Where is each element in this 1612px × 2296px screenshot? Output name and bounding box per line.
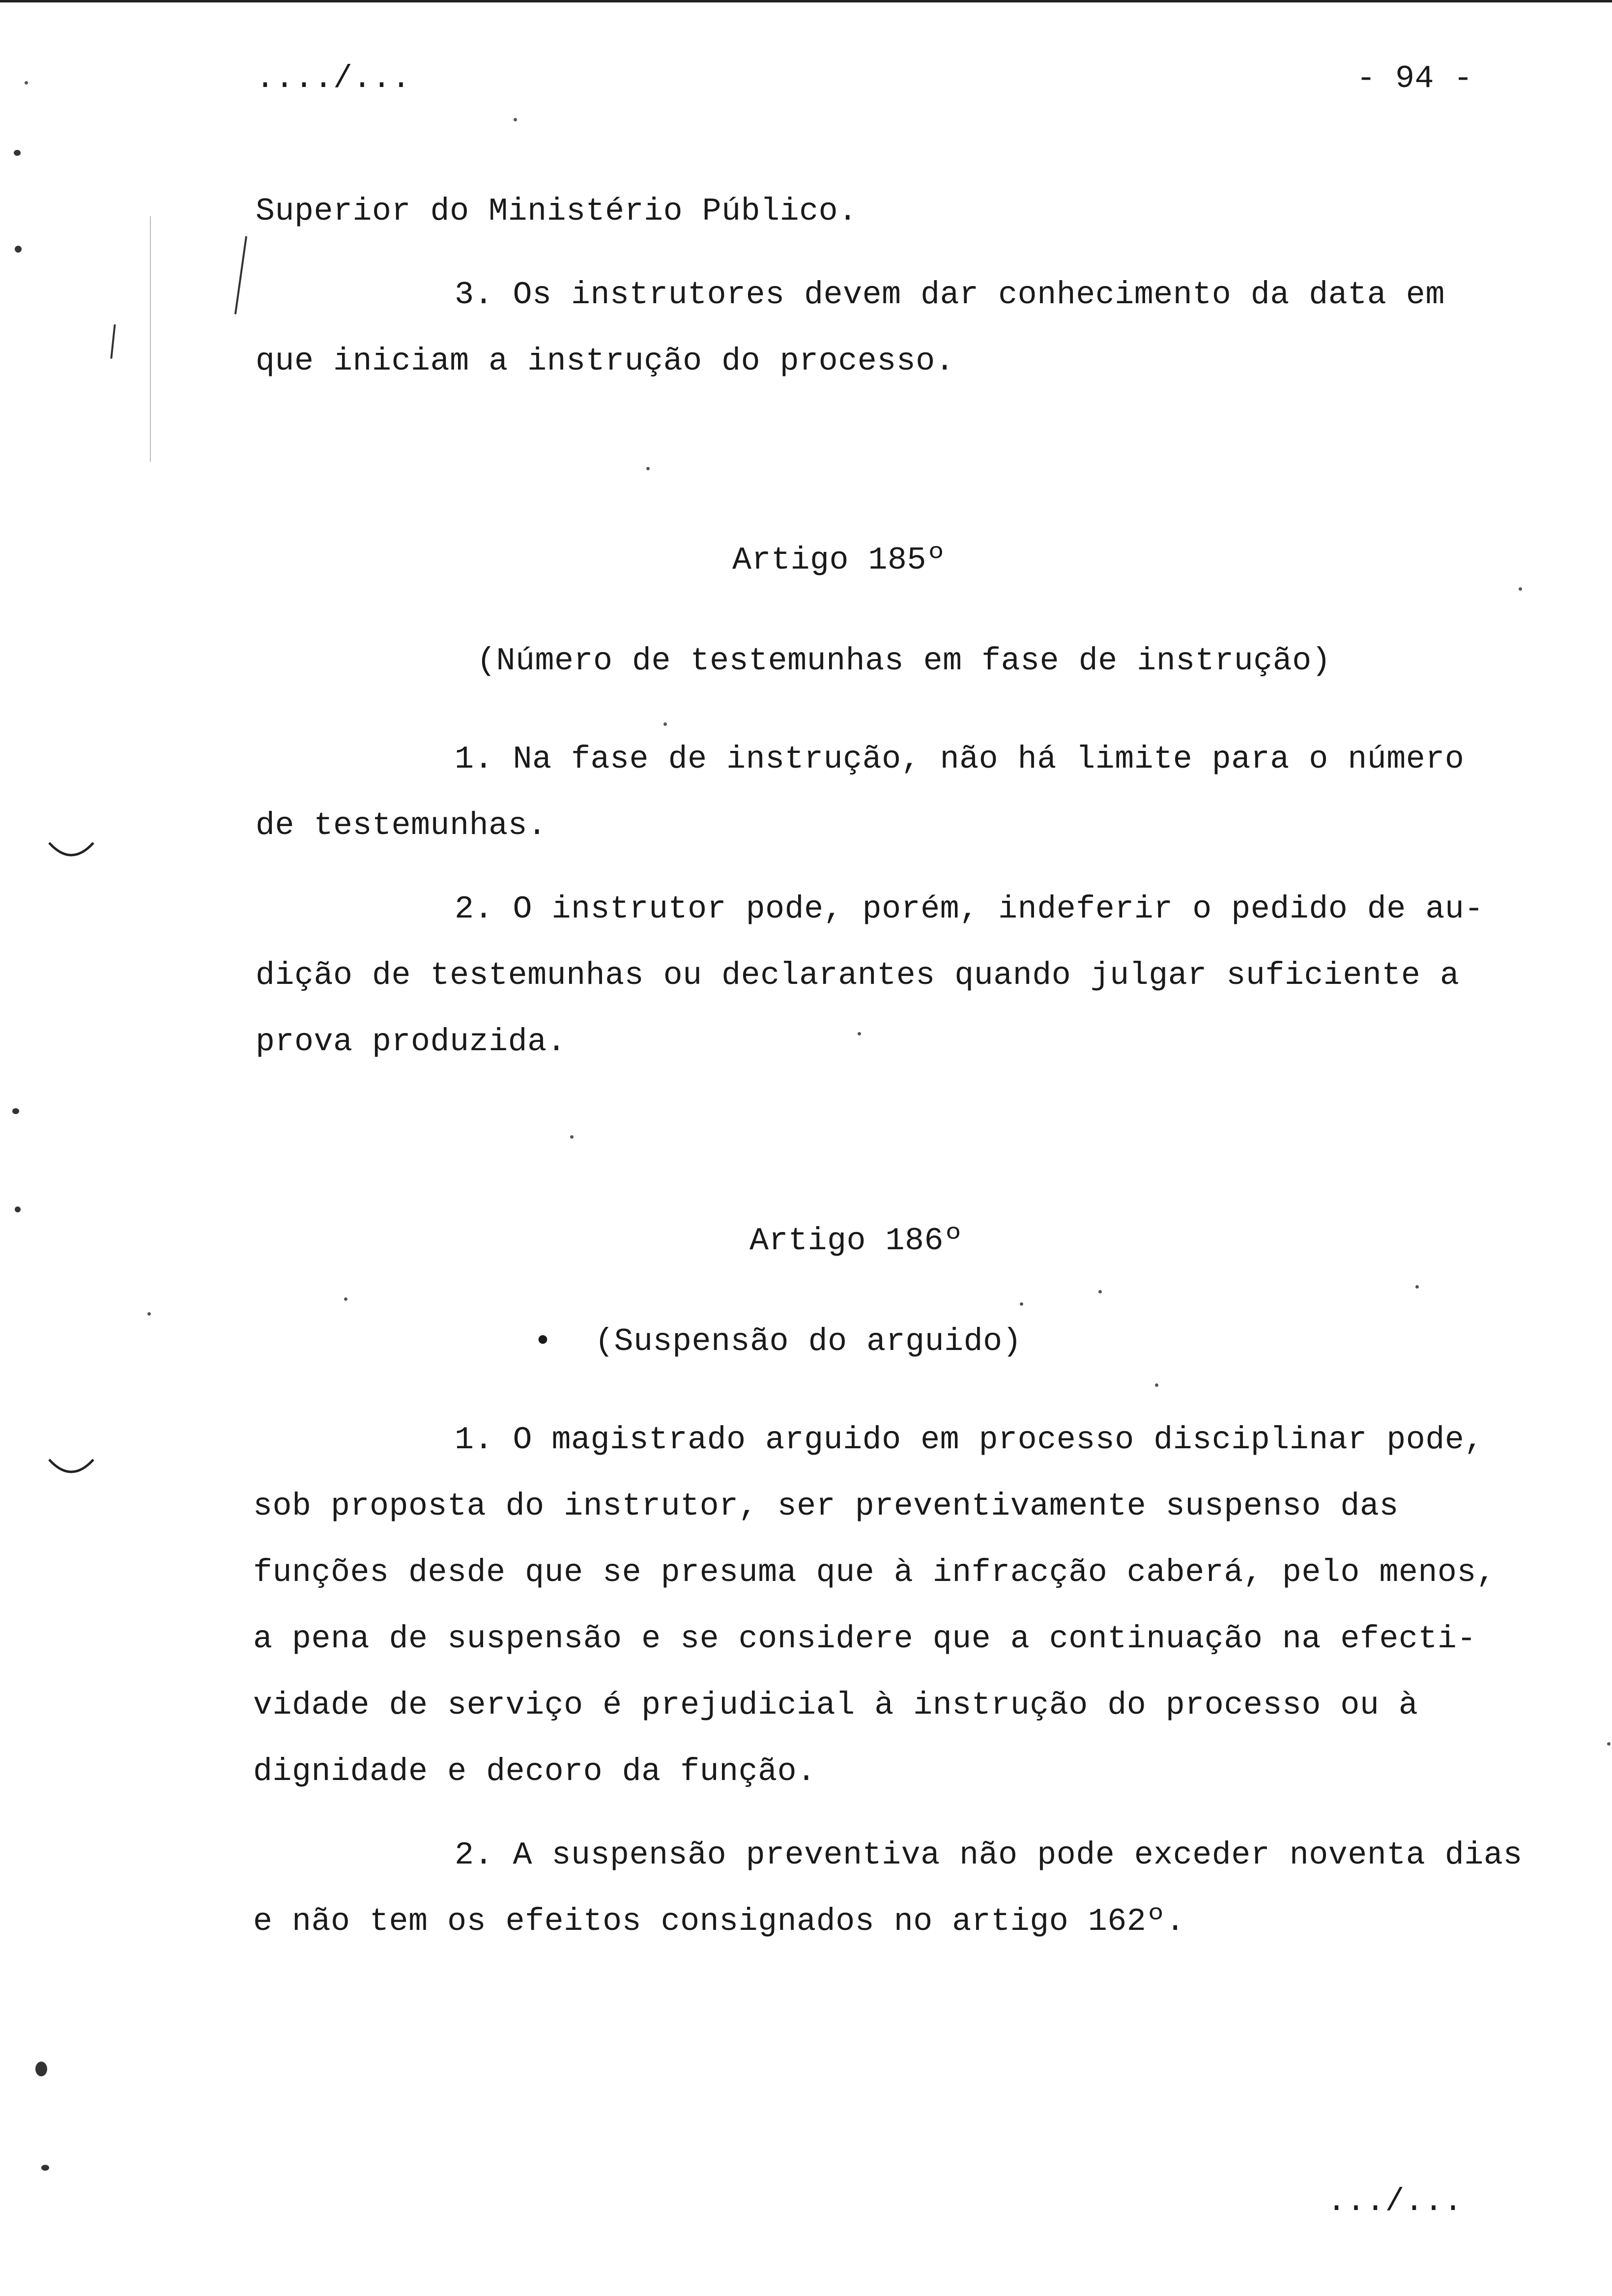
scan-speck	[15, 1206, 21, 1212]
margin-faint-stroke	[150, 216, 151, 462]
article-heading: Artigo 185º	[732, 542, 946, 578]
scan-speck	[1098, 1290, 1102, 1293]
scan-speck	[1155, 1383, 1158, 1387]
margin-pen-stroke	[110, 324, 115, 359]
continuation-mark-top: ..../...	[256, 60, 411, 97]
body-line: que iniciam a instrução do processo.	[256, 343, 955, 379]
body-line: e não tem os efeitos consignados no artigo 162º.	[253, 1903, 1185, 1940]
body-line: de testemunhas.	[256, 807, 547, 844]
body-line: sob proposta do instrutor, ser preventivamente suspenso das	[253, 1488, 1399, 1524]
scan-speck	[663, 722, 667, 726]
bullet-mark: •	[533, 1323, 553, 1360]
article-subtitle: (Suspensão do arguido)	[595, 1323, 1022, 1360]
scan-speck	[15, 246, 22, 253]
scan-speck	[1020, 1302, 1023, 1306]
scan-speck	[1519, 587, 1522, 591]
body-line: vidade de serviço é prejudicial à instrução do processo ou à	[253, 1687, 1418, 1723]
scan-speck	[646, 467, 650, 470]
top-border-line	[0, 0, 1612, 2]
body-line: funções desde que se presuma que à infracção caberá, pelo menos,	[253, 1554, 1496, 1591]
article-heading: Artigo 186º	[749, 1223, 963, 1259]
scan-speck	[12, 1108, 19, 1114]
scan-speck	[1607, 1742, 1611, 1746]
scan-speck	[514, 118, 517, 121]
scan-speck	[41, 2165, 49, 2171]
scan-speck	[344, 1297, 347, 1301]
article-subtitle: (Número de testemunhas em fase de instrução)	[477, 643, 1331, 679]
body-line: dignidade e decoro da função.	[253, 1753, 816, 1790]
scan-speck	[147, 1312, 151, 1316]
body-line: prova produzida.	[256, 1024, 567, 1060]
scan-speck	[35, 2062, 47, 2076]
scan-speck	[570, 1135, 574, 1139]
body-line: 2. A suspensão preventiva não pode exceder noventa dias	[455, 1837, 1523, 1873]
body-line: dição de testemunhas ou declarantes quando julgar suficiente a	[256, 957, 1460, 994]
scan-speck	[858, 1032, 861, 1035]
body-line: 2. O instrutor pode, porém, indeferir o pedido de au-	[455, 891, 1484, 927]
body-line: a pena de suspensão e se considere que a continuação na efecti-	[253, 1621, 1476, 1657]
body-line: 1. O magistrado arguido em processo disciplinar pode,	[455, 1422, 1484, 1458]
margin-arc-mark	[47, 835, 96, 865]
scan-speck	[14, 150, 21, 156]
body-line: Superior do Ministério Público.	[256, 193, 858, 230]
continuation-mark-bottom: .../...	[1327, 2183, 1463, 2220]
body-line: 3. Os instrutores devem dar conhecimento da data em	[455, 277, 1445, 313]
scan-speck	[1415, 1285, 1419, 1289]
margin-arc-mark	[47, 1452, 96, 1482]
page-number: - 94 -	[1356, 60, 1473, 97]
scan-speck	[25, 81, 28, 85]
margin-pen-stroke	[234, 236, 247, 315]
body-line: 1. Na fase de instrução, não há limite para o número	[455, 741, 1465, 777]
